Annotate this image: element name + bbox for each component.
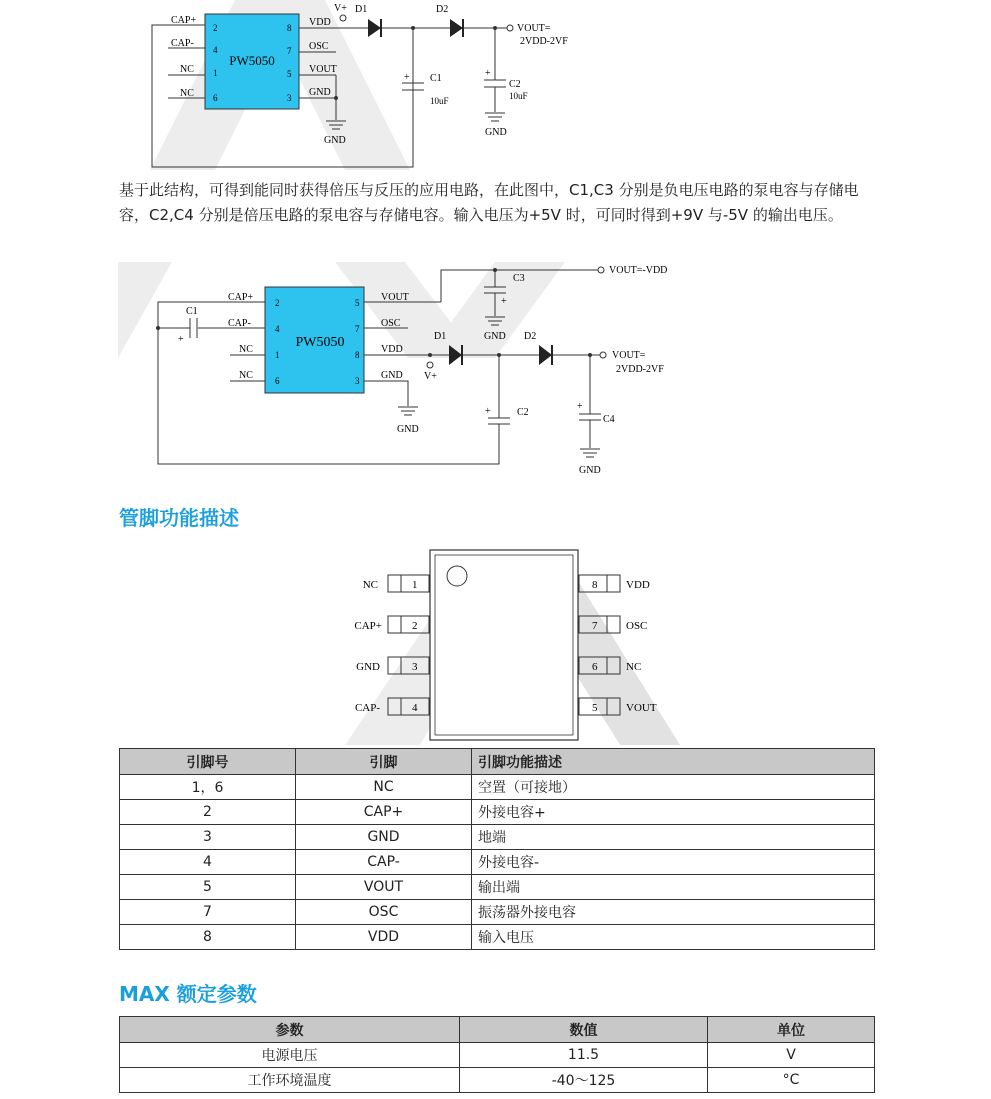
c2-pin-label: NC — [239, 370, 253, 381]
pkg-pin-num: 7 — [592, 620, 598, 632]
table-row — [120, 800, 875, 825]
table-cell: 3 — [120, 825, 296, 850]
c2-pin-num: 1 — [275, 350, 280, 360]
gnd-label: GND — [484, 331, 506, 342]
table-cell: OSC — [296, 900, 472, 925]
c1-pin-num: 2 — [213, 23, 218, 33]
c2-pin-num: 6 — [275, 376, 280, 386]
plus-label: + — [178, 334, 184, 345]
table-cell: NC — [296, 775, 472, 800]
c1-pin-num: 3 — [287, 93, 292, 103]
vout-label: VOUT= — [517, 23, 551, 34]
plus-label: + — [404, 72, 410, 83]
plus-label: + — [485, 68, 491, 79]
c2-label: C2 — [509, 79, 521, 90]
table-cell: 空置（可接地） — [472, 775, 875, 800]
table-row — [120, 925, 875, 950]
table-cell: VDD — [296, 925, 472, 950]
table-header: 引脚 — [296, 749, 472, 775]
max-section-title: MAX 额定参数 — [119, 982, 257, 1006]
c2-pin-num: 2 — [275, 298, 280, 308]
table-header: 单位 — [708, 1017, 875, 1043]
vout-label: VOUT= — [612, 350, 646, 361]
c1-value: 10uF — [430, 96, 449, 106]
c2-pin-label: CAP+ — [228, 292, 254, 303]
table-row — [120, 850, 875, 875]
c2-pin-label: VOUT — [381, 292, 409, 303]
circuit-diagram-1 — [0, 0, 991, 175]
table-cell: 地端 — [472, 825, 875, 850]
table-cell: 外接电容- — [472, 850, 875, 875]
table-cell: 输入电压 — [472, 925, 875, 950]
c1-pin-label: GND — [309, 87, 331, 98]
c4-label: C4 — [603, 414, 615, 425]
capacitor-c1-icon — [402, 28, 424, 112]
c2-pin-num: 7 — [355, 324, 360, 334]
vplus-terminal-icon — [427, 362, 433, 368]
c1-pin-num: 8 — [287, 23, 292, 33]
ic-name-1: PW5050 — [229, 53, 275, 68]
c1-pin-label: CAP- — [171, 38, 194, 49]
plus-label: + — [577, 401, 583, 412]
gnd-label: GND — [397, 424, 419, 435]
pkg-pin-num: 2 — [412, 620, 418, 632]
plus-label: + — [485, 406, 491, 417]
pkg-pin-num: 1 — [412, 579, 418, 591]
table-cell: VOUT — [296, 875, 472, 900]
ground-icon — [326, 121, 346, 129]
table-header: 数值 — [460, 1017, 708, 1043]
gnd-label: GND — [579, 465, 601, 476]
diode-d1-icon — [368, 19, 381, 37]
vout-terminal-icon — [600, 352, 606, 358]
vplus-terminal-icon — [340, 15, 346, 21]
pkg-pin-name: VOUT — [626, 702, 657, 714]
table-header: 引脚功能描述 — [472, 749, 875, 775]
c2-pin-label: GND — [381, 370, 403, 381]
vplus-label: V+ — [334, 3, 347, 14]
c1-pin-num: 1 — [213, 68, 218, 78]
table-row — [120, 825, 875, 850]
c1-pin-label: NC — [180, 88, 194, 99]
table-cell: 5 — [120, 875, 296, 900]
table-row — [120, 1068, 875, 1093]
table-cell: CAP- — [296, 850, 472, 875]
c1-pin-label: VOUT — [309, 64, 337, 75]
table-cell: 4 — [120, 850, 296, 875]
pkg-pin-name: CAP+ — [354, 620, 382, 632]
pkg-pin-name: OSC — [626, 620, 648, 632]
diode-d1-icon — [449, 345, 462, 365]
table-cell: CAP+ — [296, 800, 472, 825]
pkg-pin-name: GND — [356, 661, 380, 673]
table-cell: 7 — [120, 900, 296, 925]
d2-label: D2 — [436, 4, 449, 15]
vout-terminal-icon — [507, 25, 513, 31]
pkg-pin-num: 5 — [592, 702, 598, 714]
table-cell: V — [708, 1043, 875, 1068]
c1-pin-num: 4 — [213, 45, 218, 55]
table-cell: 外接电容+ — [472, 800, 875, 825]
table-header: 参数 — [120, 1017, 460, 1043]
gnd-label: GND — [324, 135, 346, 146]
table-header: 引脚号 — [120, 749, 296, 775]
pkg-pin-num: 8 — [592, 579, 598, 591]
table-cell: -40～125 — [460, 1068, 708, 1093]
capacitor-c1-icon — [190, 318, 198, 338]
table-cell: 工作环境温度 — [120, 1068, 460, 1093]
ground-icon — [398, 407, 418, 415]
max-ratings-table — [119, 1016, 875, 1093]
table-cell: GND — [296, 825, 472, 850]
c2-label: C2 — [517, 407, 529, 418]
pin-section-title: 管脚功能描述 — [119, 506, 239, 530]
diode-d2-icon — [539, 345, 552, 365]
table-cell: 振荡器外接电容 — [472, 900, 875, 925]
table-cell: °C — [708, 1068, 875, 1093]
c1-label: C1 — [186, 306, 198, 317]
table-row — [120, 875, 875, 900]
table-header-row — [120, 749, 875, 775]
c2-pin-label: OSC — [381, 318, 401, 329]
table-cell: 1，6 — [120, 775, 296, 800]
pin-function-table — [119, 748, 875, 950]
c1-pin-label: VDD — [309, 17, 331, 28]
pkg-pin-num: 3 — [412, 661, 418, 673]
c2-pin-label: NC — [239, 344, 253, 355]
c2-value: 10uF — [509, 91, 528, 101]
description-paragraph: 基于此结构，可得到能同时获得倍压与反压的应用电路，在此图中，C1,C3 分别是负电压电路的泵电容与存储电容，C2,C4 分别是倍压电路的泵电容与存储电容。输入电压为+5V 时，可同时得到+9V 与-5V 的输出电压。 — [119, 181, 859, 224]
c1-pin-num: 5 — [287, 69, 292, 79]
c2-pin-label: CAP- — [228, 318, 251, 329]
vout-neg-label: VOUT=-VDD — [609, 265, 668, 276]
c1-pin-label: OSC — [309, 41, 329, 52]
vout-formula: 2VDD-2VF — [616, 364, 664, 375]
ic-name-2: PW5050 — [295, 335, 345, 350]
c2-pin-num: 4 — [275, 324, 280, 334]
c1-label: C1 — [430, 73, 442, 84]
table-cell: 输出端 — [472, 875, 875, 900]
diode-d2-icon — [450, 19, 463, 37]
circuit-diagram-2 — [0, 262, 991, 482]
c1-pin-num: 7 — [287, 46, 292, 56]
table-cell: 电源电压 — [120, 1043, 460, 1068]
c2-pin-num: 5 — [355, 298, 360, 308]
plus-label: + — [501, 296, 507, 307]
table-cell: 2 — [120, 800, 296, 825]
c1-pin-label: CAP+ — [171, 15, 197, 26]
d1-label: D1 — [355, 4, 368, 15]
pkg-pin-num: 4 — [412, 702, 418, 714]
c2-pin-num: 8 — [355, 350, 360, 360]
pkg-pin-name: NC — [626, 661, 642, 673]
c1-pin-label: NC — [180, 64, 194, 75]
package-diagram — [340, 548, 680, 744]
table-row — [120, 775, 875, 800]
pkg-pin-name: VDD — [626, 579, 650, 591]
pkg-pin-name: CAP- — [354, 702, 380, 714]
gnd-label: GND — [485, 127, 507, 138]
c2-pin-num: 3 — [355, 376, 360, 386]
c3-label: C3 — [513, 273, 525, 284]
table-header-row — [120, 1017, 875, 1043]
table-cell: 8 — [120, 925, 296, 950]
capacitor-c2-icon — [488, 355, 510, 430]
d2-label: D2 — [524, 331, 537, 342]
pkg-pin-num: 6 — [592, 661, 598, 673]
vplus-label: V+ — [424, 371, 437, 382]
vout-formula: 2VDD-2VF — [520, 36, 568, 47]
d1-label: D1 — [434, 331, 447, 342]
c1-pin-num: 6 — [213, 93, 218, 103]
table-row — [120, 1043, 875, 1068]
table-row — [120, 900, 875, 925]
pkg-pin-name: NC — [362, 579, 378, 591]
c2-pin-label: VDD — [381, 344, 403, 355]
vout-neg-terminal-icon — [598, 267, 604, 273]
table-cell: 11.5 — [460, 1043, 708, 1068]
